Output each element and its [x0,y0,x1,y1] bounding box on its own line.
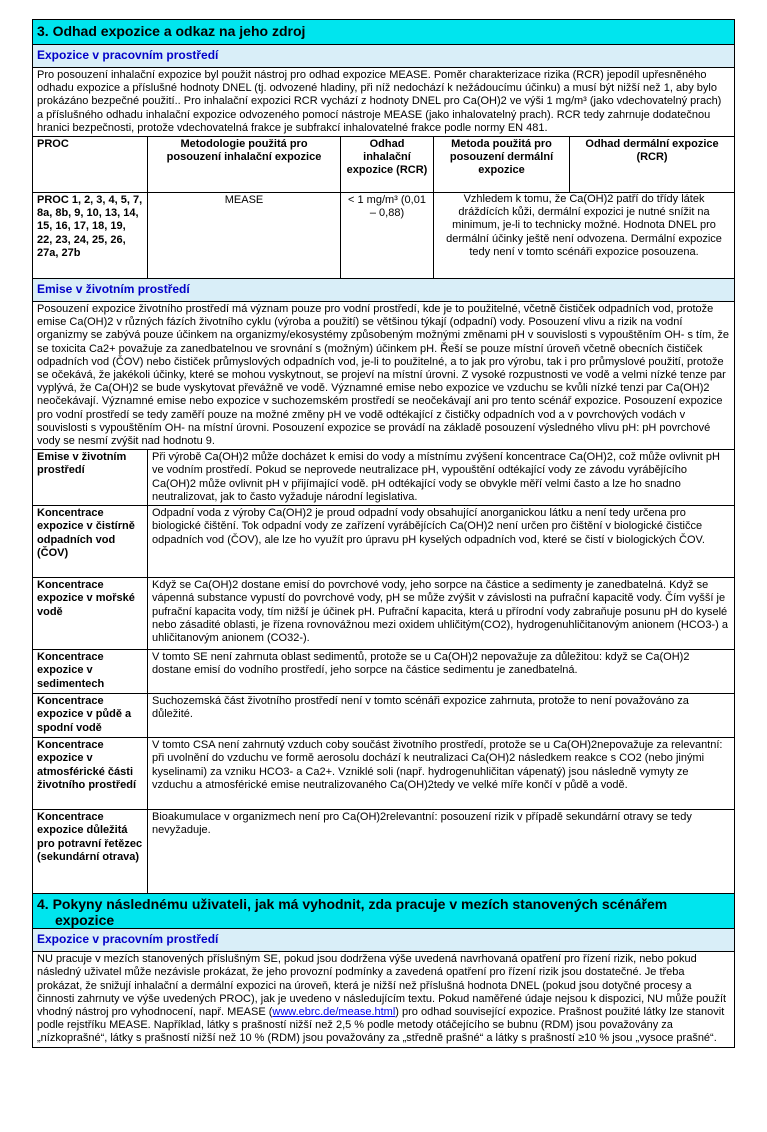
section-3-header-row [33,20,735,45]
document-page [32,19,734,1048]
env-row [33,450,735,506]
env-row-text: V tomto CSA není zahrnutý vzduch coby součást životního prostředí, protože se u Ca(OH)2nepovažuje za relevantní: při uvolnění do vzduchu ve formě aerosolu dochází k neutralizaci Ca(OH)2 následkem reakce s CO2 (nebo jinými kyselinami) za vzniku HCO3- a Ca2+. Vzniklé soli (např. hydrogenuhličitan vápenatý) jsou následně vymyty ze vzduchu a atmosférické emise neutralizovaného Ca(OH)2tedy ve velké míře končí v půdě a vodě. [148,738,735,810]
env-row-label: Emise v životním prostředí [33,450,148,506]
env-row-text: V tomto SE není zahrnuta oblast sedimentů, protože se u Ca(OH)2 nepovažuje za důležitou: když se Ca(OH)2 dostane emisí do vodního prostředí, jeho sorpce na částice sedimentu je zanedbatelná. [148,650,735,694]
section-3-title: 3. Odhad expozice a odkaz na jeho zdroj [33,20,735,45]
workplace-exposure-heading: Expozice v pracovním prostředí [33,45,735,68]
env-row-label: Koncentrace expozice v atmosférické části životního prostředí [33,738,148,810]
guidance-text-row [33,952,735,1047]
environment-intro-text: Posouzení expozice životního prostředí má význam pouze pro vodní prostředí, kde je to použitelné, včetně čističek odpadních vod, protože emise Ca(OH)2 v různých fázích životního cyklu (výroba a použití) se většinou týkají (odpadní) vody. Posouzení vlivu a rizik na vodní organizmy se zabývá pouze účinkem na organizmy/ekosystémy způsobeným možnými změnami pH v souvislosti s vypouštěním OH- s tím, že se toxicita Ca2+ považuje za zanedbatelnou ve srovnání s (možným) účinkem pH. Řeší se pouze místní úroveň včetně obecních čističek odpadních vod (ČOV) nebo čističek průmyslových odpadních vod, je-li to použitelné, a to jak pro výrobu, tak i pro průmyslové použití, protože se očekává, že jakékoli účinky, které se mohou vyskytnout, se projeví na místní úrovni. Z vysoké rozpustnosti ve vodě a velmi nízké tenze par vyplývá, že Ca(OH)2 se bude vyskytovat převážně ve vodě. Významné emise nebo expozice ve vzduchu se kvůli nízké tenzi par Ca(OH)2 neočekávají. Významné emise nebo expozice v suchozemském prostředí se neočekávají ani pro tento scénář expozice. Posouzení expozice pro vodní prostředí se tedy zaměří pouze na možné změny pH ve vodě odtékající z čističky odpadních vod a v povrchových vodách v souvislosti s vypouštěním OH- na místní úrovni. Posouzení expozice se provádí na základě posouzení výsledného vlivu pH: pH povrchové vody se nesmí zvýšit nad hodnotu 9. [33,302,735,450]
guidance-workplace-heading: Expozice v pracovním prostředí [33,929,735,952]
section-4-header-row [33,894,735,929]
guidance-text-after-link: ) pro odhad související expozice. Prašnost použité látky lze stanovit podle rejstříku MEASE. Například, látky s prašností nižší než 2,5 % podle metody otáčejícího se bubnu (RDM) jsou považovány za „nízkoprašné“, látky s prašností nižší než 10 % (RDM) jsou považovány za „středně prašné“ a látky s prašností ≥10 % jsou „vysoce prašné“. [37,1006,725,1045]
env-row [33,694,735,738]
env-row-label: Koncentrace expozice v sedimentech [33,650,148,694]
env-row [33,578,735,650]
env-row-label: Koncentrace expozice v mořské vodě [33,578,148,650]
env-row-label: Koncentrace expozice v půdě a spodní vodě [33,694,148,738]
exposure-scenario-table [32,19,735,1048]
col-header-dermal-estimate: Odhad dermální expozice (RCR) [570,137,735,193]
environment-subheader-row [33,279,735,302]
env-row [33,650,735,694]
exposure-table-data-row [33,193,735,279]
workplace-subheader-row [33,45,735,68]
workplace-intro-text: Pro posouzení inhalační expozice byl použit nástroj pro odhad expozice MEASE. Poměr charakterizace rizika (RCR) jepodíl upřesněného odhadu expozice a příslušné hodnoty DNEL (tj. odvozené hladiny, při níž nedochází k nežádoucímu účinku) a musí být nižší než 1, aby bylo prokázáno bezpečné použití.. Pro inhalační expozici RCR vychází z hodnoty DNEL pro Ca(OH)2 ve výši 1 mg/m³ (jako vdechovatelný prach) a příslušného odhadu inhalační expozice odvozeného pomocí nástroje MEASE (jako inhalovatelný prach). RCR tedy zahrnuje dodatečnou hranici bezpečnosti, protože vdechovatelná frakce je subfrakcí inhalovatelné frakce podle normy EN 481. [33,68,735,137]
env-row-label: Koncentrace expozice v čistírně odpadních vod (ČOV) [33,506,148,578]
env-row [33,810,735,894]
dermal-assessment-text: Vzhledem k tomu, že Ca(OH)2 patří do třídy látek dráždících kůži, dermální expozici je nutné snížit na minimum, je-li to technicky možné. Hodnota DNEL pro dermální účinky ještě není odvozena. Dermální expozice tedy není v tomto scénáři expozice posouzena. [434,193,735,279]
env-row-text: Odpadní voda z výroby Ca(OH)2 je proud odpadní vody obsahující anorganickou látku a není tedy určena pro biologické čištění. Tok odpadní vody ze zařízení vyrábějících Ca(OH)2 není určen pro čištění v biologické čističce odpadních vod (ČOV), ale lze ho využít pro úpravu pH kyselých odpadních vod, které se čistí v biologických ČOV. [148,506,735,578]
col-header-inhal-estimate: Odhad inhalační expozice (RCR) [341,137,434,193]
section-4-title: 4. Pokyny následnému uživateli, jak má vyhodnit, zda pracuje v mezích stanovených scénářem expozice [33,894,735,929]
guidance-subheader-row [33,929,735,952]
environment-emission-heading: Emise v životním prostředí [33,279,735,302]
col-header-proc: PROC [33,137,148,193]
col-header-dermal-method: Metoda použitá pro posouzení dermální expozice [434,137,570,193]
inhal-estimate-value: < 1 mg/m³ (0,01 – 0,88) [341,193,434,279]
workplace-intro-row [33,68,735,137]
mease-link[interactable]: www.ebrc.de/mease.html [272,1006,396,1019]
env-row [33,506,735,578]
environment-intro-row [33,302,735,450]
inhal-method-value: MEASE [148,193,341,279]
env-row-label: Koncentrace expozice důležitá pro potravní řetězec (sekundární otrava) [33,810,148,894]
env-row [33,738,735,810]
env-row-text: Při výrobě Ca(OH)2 může docházet k emisi do vody a místnímu zvýšení koncentrace Ca(OH)2, což může ovlivnit pH ve vodním prostředí. Pokud se neprovede neutralizace pH, vypouštění odtékající vody ze závodu vyrábějícího Ca(OH)2 může ovlivnit pH v přijímající vodě. pH odtékající vody se obvykle měří velmi často a lze ho snadno neutralizovat, jak to často vyžaduje národní legislativa. [148,450,735,506]
guidance-paragraph [33,952,735,1047]
env-row-text: Když se Ca(OH)2 dostane emisí do povrchové vody, jeho sorpce na částice a sedimenty je zanedbatelná. Když se vápenná substance vypustí do povrchové vody, pH se může zvýšit v závislosti na pufrační kapacitě vody. Čím vyšší je pufrační kapacita vody, tím nižší je účinek pH. Pufrační kapacita, která u přírodní vody zabraňuje posunu pH do kyselé nebo zásadité oblasti, je řízena rovnovážnou mezi oxidem uhličitým(CO2), hydrogenuhličitanovým anionem (HCO3-) a uhličitanovým anionem (CO32-). [148,578,735,650]
env-row-text: Bioakumulace v organizmech není pro Ca(OH)2relevantní: posouzení rizik v případě sekundární otravy se tedy nevyžaduje. [148,810,735,894]
col-header-inhal-method: Metodologie použitá pro posouzení inhalační expozice [148,137,341,193]
proc-list: PROC 1, 2, 3, 4, 5, 7, 8a, 8b, 9, 10, 13, 14, 15, 16, 17, 18, 19, 22, 23, 24, 25, 26, 27a, 27b [33,193,148,279]
guidance-text-before-link: NU pracuje v mezích stanovených příslušným SE, pokud jsou dodržena výše uvedená navrhovaná opatření pro řízení rizik, nebo pokud následný uživatel může nezávisle prokázat, že jeho provozní podmínky a zavedená opatření pro řízení rizik jsou dostatečné. Je třeba prokázat, že snižují inhalační a dermální expozici na úroveň, která je nižší než příslušná hodnota DNEL (pokud jsou dotyčné procesy a činnosti zahrnuty ve výše uvedených PROC), jak je uvedeno v následujícím textu. Pokud naměřené údaje nejsou k dispozici, NU může použít vhodný nástroj pro vyhodnocení, např. MEASE ( [37,953,727,1019]
exposure-table-header-row [33,137,735,193]
env-row-text: Suchozemská část životního prostředí není v tomto scénáři expozice zahrnuta, protože to není považováno za důležité. [148,694,735,738]
